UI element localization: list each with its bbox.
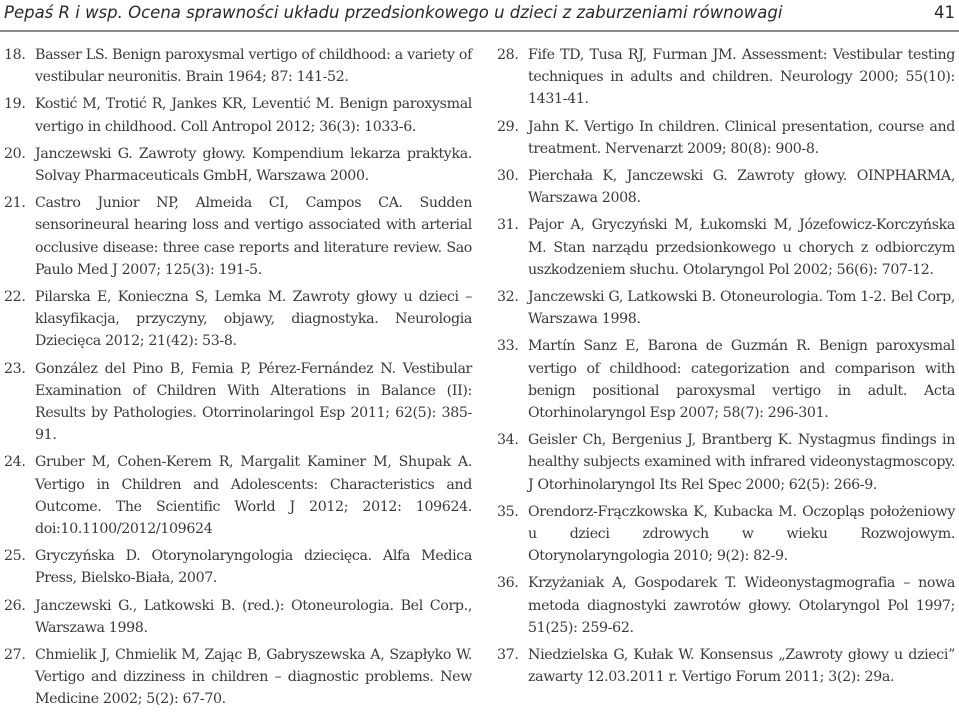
reference-text: Janczewski G, Latkowski B. Otoneurologia. Tom 1-2. Bel Corp, Warszawa 1998. — [528, 289, 955, 328]
reference-number: 21. — [4, 195, 26, 212]
reference-number: 36. — [497, 575, 519, 592]
reference-item — [497, 214, 955, 281]
reference-number: 27. — [4, 647, 26, 664]
reference-number: 37. — [497, 647, 519, 664]
reference-text: Janczewski G., Latkowski B. (red.): Otoneurologia. Bel Corp., Warszawa 1998. — [35, 597, 472, 636]
reference-text: Krzyżaniak A, Gospodarek T. Wideonystagmografia – nowa metoda diagnostyki zawrotów głowy. Otolaryngol Pol 1997; 51(25): 259-62. — [528, 575, 955, 636]
reference-number: 28. — [497, 47, 519, 63]
reference-number: 31. — [497, 217, 519, 234]
reference-item — [497, 644, 955, 688]
reference-text: Gryczyńska D. Otorynolaryngologia dziecięca. Alfa Medica Press, Bielsko-Biała, 2007. — [35, 548, 472, 587]
page-number: 41 — [934, 3, 955, 22]
reference-item — [4, 644, 472, 711]
reference-item — [497, 429, 955, 496]
reference-item — [4, 545, 472, 589]
reference-number: 33. — [497, 338, 519, 355]
reference-item — [497, 165, 955, 209]
reference-number: 23. — [4, 360, 26, 377]
reference-number: 24. — [4, 454, 26, 471]
reference-text: Kostić M, Trotić R, Jankes KR, Leventić M. Benign paroxysmal vertigo in childhood. Coll Antropol 2012; 36(3): 1033-6. — [35, 96, 472, 135]
reference-item — [4, 358, 472, 447]
reference-item — [4, 451, 472, 540]
reference-text: Pierchała K, Janczewski G. Zawroty głowy. OINPHARMA, Warszawa 2008. — [528, 168, 955, 207]
reference-item — [4, 192, 472, 281]
reference-item — [4, 286, 472, 353]
reference-number: 19. — [4, 96, 26, 113]
reference-text: Pajor A, Gryczyński M, Łukomski M, Józefowicz-Korczyńska M. Stan narządu przedsionkowego u chorych z odbiorczym uszkodzeniem słuchu. Otolaryngol Pol 2002; 56(6): 707-12. — [528, 217, 955, 278]
reference-text: Janczewski G. Zawroty głowy. Kompendium lekarza praktyka. Solvay Pharmaceuticals GmbH, Warszawa 2000. — [35, 145, 472, 185]
reference-item — [497, 501, 955, 568]
reference-item — [4, 143, 472, 187]
reference-item — [4, 44, 472, 88]
header-divider — [0, 30, 959, 32]
reference-item — [497, 335, 955, 424]
reference-text: Niedzielska G, Kułak W. Konsensus „Zawroty głowy u dzieci” zawarty 12.03.2011 r. Vertigo Forum 2011; 3(2): 29a. — [528, 647, 955, 686]
reference-item — [497, 572, 955, 639]
references-right-column — [497, 44, 955, 693]
reference-text: Martín Sanz E, Barona de Guzmán R. Benign paroxysmal vertigo of childhood: categorization and comparison with benign positional paroxysmal vertigo in adult. Acta Otorhinolaryngol Esp 2007; 58(7): 296-301. — [528, 338, 955, 422]
reference-number: 32. — [497, 289, 519, 306]
reference-text: González del Pino B, Femia P, Pérez-Fernández N. Vestibular Examination of Children With Alterations in Balance (II): Results by Pathologies. Otorrinolaringol Esp 2011; 62(5): 385-91. — [35, 360, 472, 444]
reference-text: Gruber M, Cohen-Kerem R, Margalit Kaminer M, Shupak A. Vertigo in Children and Adolescents: Characteristics and Outcome. The Scientific World J 2012; 2012: 109624. doi:10.1100/2012/109624 — [35, 454, 472, 538]
reference-item — [4, 93, 472, 137]
reference-item — [4, 595, 472, 639]
reference-item — [497, 44, 955, 111]
reference-number: 34. — [497, 432, 519, 449]
reference-number: 18. — [4, 47, 26, 63]
reference-text: Basser LS. Benign paroxysmal vertigo of childhood: a variety of vestibular neuronitis. Brain 1964; 87: 141-52. — [35, 47, 472, 86]
reference-text: Orendorz-Frączkowska K, Kubacka M. Oczopląs położeniowy u dzieci zdrowych w wieku Rozwojowym. Otorynolaryngologia 2010; 9(2): 82-9. — [528, 503, 955, 565]
reference-item — [497, 286, 955, 330]
reference-number: 35. — [497, 503, 519, 520]
reference-number: 29. — [497, 118, 519, 135]
reference-number: 20. — [4, 145, 26, 162]
references-left-column — [4, 44, 472, 716]
reference-text: Geisler Ch, Bergenius J, Brantberg K. Nystagmus findings in healthy subjects examined with infrared videonystagmoscopy. J Otorhinolaryngol Its Rel Spec 2000; 62(5): 266-9. — [528, 432, 955, 493]
reference-text: Pilarska E, Konieczna S, Lemka M. Zawroty głowy u dzieci – klasyfikacja, przyczyny, objawy, diagnostyka. Neurologia Dziecięca 2012; 21(42): 53-8. — [35, 289, 472, 350]
reference-number: 22. — [4, 289, 26, 306]
reference-item — [497, 116, 955, 160]
reference-text: Jahn K. Vertigo In children. Clinical presentation, course and treatment. Nervenarzt 2009; 80(8): 900-8. — [528, 118, 955, 157]
running-header — [0, 0, 959, 30]
reference-text: Fife TD, Tusa RJ, Furman JM. Assessment: Vestibular testing techniques in adults and children. Neurology 2000; 55(10): 1431-41. — [528, 47, 955, 108]
reference-text: Castro Junior NP, Almeida CI, Campos CA. Sudden sensorineural hearing loss and vertigo associated with arterial occlusive disease: three case reports and literature review. Sao Paulo Med J 2007; 125(3): 191-5. — [35, 195, 472, 278]
reference-text: Chmielik J, Chmielik M, Zając B, Gabryszewska A, Szapłyko W. Vertigo and dizziness in children – diagnostic problems. New Medicine 2002; 5(2): 67-70. — [35, 647, 472, 708]
running-title: Pepaś R i wsp. Ocena sprawności układu przedsionkowego u dzieci z zaburzeniami równowagi — [4, 3, 783, 22]
reference-number: 25. — [4, 548, 26, 565]
reference-number: 30. — [497, 168, 519, 185]
reference-number: 26. — [4, 597, 26, 614]
